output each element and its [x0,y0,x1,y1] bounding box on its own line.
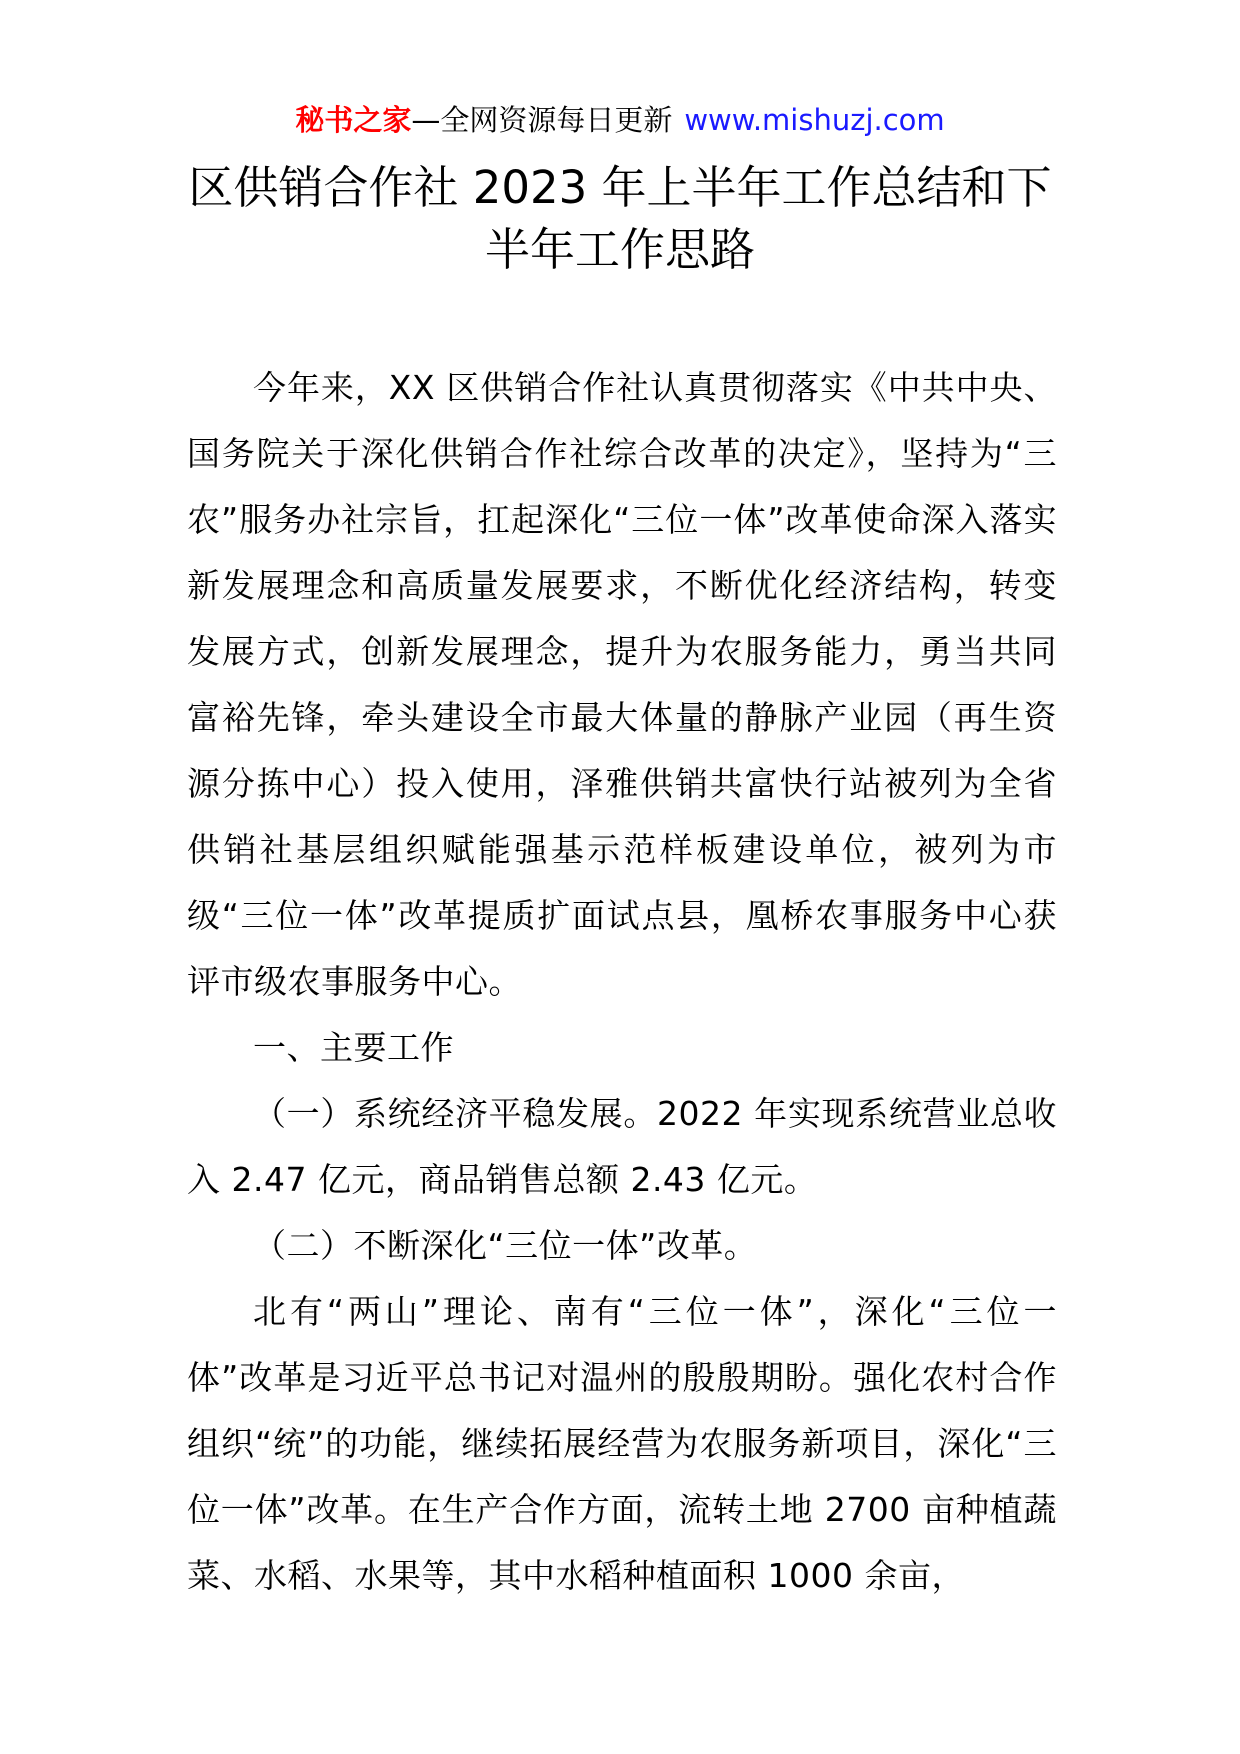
subsection-economy: （一）系统经济平稳发展。2022 年实现系统营业总收入 2.47 亿元，商品销售总额 2.43 亿元。 [187,1094,1057,1199]
title-line-1: 区供销合作社 2023 年上半年工作总结和下 [188,161,1052,214]
site-header [0,100,1240,140]
title-line-2: 半年工作思路 [484,223,755,276]
reform-paragraph: 北有“两山”理论、南有“三位一体”，深化“三位一体”改革是习近平总书记对温州的殷殷期盼。强化农村合作组织“统”的功能，继续拓展经营为农服务新项目，深化“三位一体”改革。在生产合作方面，流转土地 2700 亩种植蔬菜、水稻、水果等，其中水稻种植面积 1000 余亩， [187,1292,1057,1595]
header-tagline: —全网资源每日更新 [411,103,673,137]
brand-name: 秘书之家 [295,103,412,137]
site-link[interactable]: www.mishuzj.com [684,103,945,137]
section-heading-main-work: 一、主要工作 [253,1028,454,1067]
document-body [187,355,1057,1609]
subsection-reform: （二）不断深化“三位一体”改革。 [253,1226,758,1265]
document-title [150,157,1090,281]
intro-paragraph: 今年来，XX 区供销合作社认真贯彻落实《中共中央、国务院关于深化供销合作社综合改革的决定》，坚持为“三农”服务办社宗旨，扛起深化“三位一体”改革使命深入落实新发展理念和高质量发展要求，不断优化经济结构，转变发展方式，创新发展理念，提升为农服务能力，勇当共同富裕先锋，牵头建设全市最大体量的静脉产业园（再生资源分拣中心）投入使用，泽雅供销共富快行站被列为全省供销社基层组织赋能强基示范样板建设单位，被列为市级“三位一体”改革提质扩面试点县，凰桥农事服务中心获评市级农事服务中心。 [187,368,1057,1001]
